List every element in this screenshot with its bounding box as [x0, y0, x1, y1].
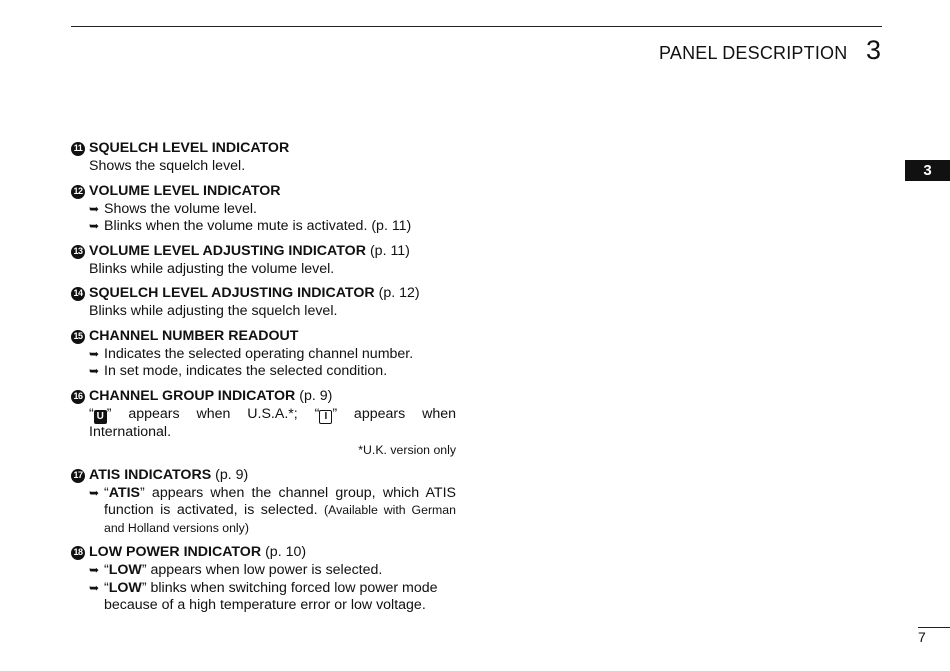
item-number-badge: 14 — [71, 287, 85, 301]
arrow-bullet-icon: ➥ — [89, 201, 100, 216]
item-number-badge: 17 — [71, 469, 85, 483]
item-title: ATIS INDICATORS — [89, 466, 212, 483]
bullet-item: ➥ Shows the volume level. — [89, 200, 257, 217]
item-number-badge: 15 — [71, 330, 85, 344]
chapter-tab: 3 — [905, 160, 950, 181]
bullet-item: ➥ In set mode, indicates the selected condition. — [89, 363, 388, 379]
page-reference: (p. 10) — [265, 544, 307, 561]
item-number-badge: 16 — [71, 390, 85, 404]
page-number: 7 — [918, 629, 926, 645]
arrow-bullet-icon: ➥ — [89, 580, 100, 595]
page-reference: (p. 12) — [378, 285, 420, 302]
item-title: VOLUME LEVEL ADJUSTING INDICATOR — [89, 242, 366, 259]
bullet-item: ➥ “LOW” blinks when switching forced low power mode because of a high temperature error or low voltage. — [89, 579, 438, 613]
item-title: SQUELCH LEVEL INDICATOR — [89, 140, 290, 157]
footnote: *U.K. version only — [358, 443, 456, 457]
item-number-badge: 18 — [71, 546, 85, 560]
bullet-item: ➥ Indicates the selected operating channel number. — [89, 345, 414, 362]
arrow-bullet-icon: ➥ — [89, 346, 100, 361]
item-text: “ U ” appears when U.S.A.*; “ I ” appears when International. — [89, 405, 456, 440]
item-text: Blinks while adjusting the squelch level. — [89, 303, 338, 319]
item-number-badge: 12 — [71, 185, 85, 199]
top-rule — [71, 26, 882, 27]
item-text: Shows the squelch level. — [89, 158, 246, 174]
item-18 — [71, 544, 456, 615]
international-channel-icon: I — [319, 410, 332, 424]
item-12 — [71, 183, 456, 236]
arrow-bullet-icon: ➥ — [89, 485, 100, 500]
bullet-item: ➥ Blinks when the volume mute is activated. (p. 11) — [89, 218, 412, 234]
availability-note: (Available with German and Holland versions only) — [104, 503, 456, 535]
item-title: SQUELCH LEVEL ADJUSTING INDICATOR — [89, 285, 375, 302]
item-title: CHANNEL NUMBER READOUT — [89, 327, 299, 344]
item-11 — [71, 140, 456, 176]
item-title: LOW POWER INDICATOR — [89, 544, 262, 561]
usa-channel-icon: U — [94, 410, 107, 424]
item-title: CHANNEL GROUP INDICATOR — [89, 387, 296, 404]
arrow-bullet-icon: ➥ — [89, 563, 100, 577]
bullet-item: ➥ “ATIS” appears when the channel group, which ATIS function is activated, is selected. (Available with German and Holland versions only) — [89, 485, 456, 538]
item-number-badge: 11 — [71, 142, 85, 156]
section-title: PANEL DESCRIPTION — [659, 43, 848, 63]
item-17 — [71, 467, 456, 538]
item-16 — [71, 388, 456, 460]
item-number-badge: 13 — [71, 245, 85, 259]
item-13 — [71, 243, 456, 279]
arrow-bullet-icon: ➥ — [89, 364, 100, 378]
footer-rule — [918, 627, 950, 628]
arrow-bullet-icon: ➥ — [89, 219, 100, 233]
item-15 — [71, 328, 456, 381]
item-title: VOLUME LEVEL INDICATOR — [89, 182, 281, 199]
chapter-number: 3 — [866, 35, 882, 65]
page-reference: (p. 9) — [299, 387, 333, 404]
item-14 — [71, 285, 456, 321]
page-reference: (p. 9) — [215, 466, 249, 483]
page-reference: (p. 11) — [369, 242, 410, 259]
bullet-item: ➥ “LOW” appears when low power is selected. — [89, 562, 383, 578]
item-list — [71, 140, 456, 622]
item-text: Blinks while adjusting the volume level. — [89, 260, 335, 277]
